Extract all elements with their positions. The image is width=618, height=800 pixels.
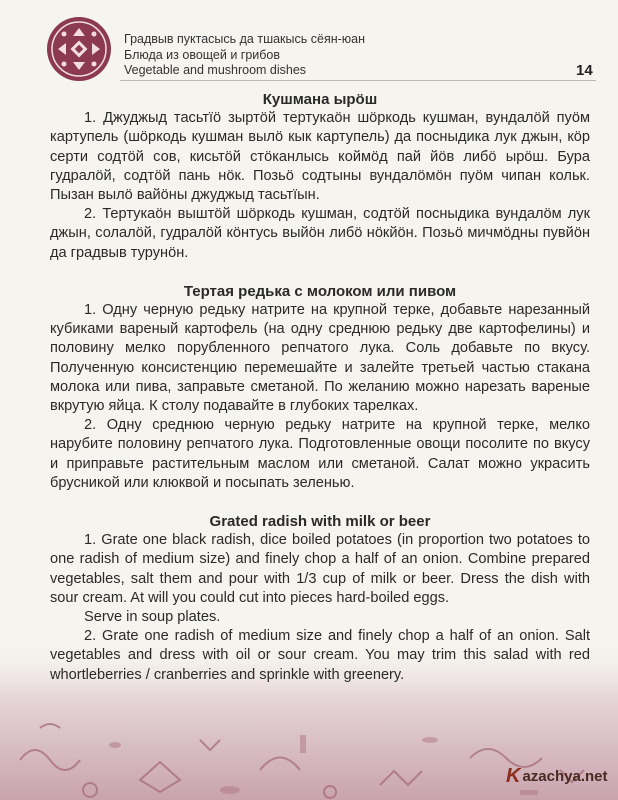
- section-title-english: Grated radish with milk or beer: [209, 513, 431, 531]
- komi-paragraph-2: 2. Тертукаӧн выштӧй шӧркодь кушман, содтӧй посныдика вундалӧм лук джын, солалӧй, гудралӧй кӧнтусь выйӧн либӧ нӧкйӧн. Позьӧ мичмӧдны пувйӧн да градвыв турунӧн.: [50, 206, 590, 261]
- komi-paragraph-1: 1. Джуджыд тасьтїӧ зыртӧй тертукаӧн шӧркодь кушман, вундалӧй пуӧм картупель (шӧркодь кушман вылӧ кык картупель) да посныдика лук джын, кӧр серти содтӧй сов, кисьтӧй стӧканлысь коймӧд пай йӧв либӧ ырӧш. Бура гудралӧй, содтӧй пань нӧк. Позьӧ содтыны вундалӧмӧн пуӧм чипан кольк. Пызан вылӧ вайӧны джуджыд тасьтїын.: [50, 110, 590, 204]
- header-komi-line: Градвыв пуктасысь да тшакысь сёян-юан: [124, 32, 366, 46]
- watermark-text: azachya.net: [522, 768, 608, 785]
- english-paragraph-1: 1. Grate one black radish, dice boiled potatoes (in proportion two potatoes to one radish of medium size) and finely chop a half of an onion. Combine prepared vegetables, salt them and pour with 1/3 cup of milk or beer. Dress the dish with sour cream. At will you could cut into pieces hard-boiled eggs.: [50, 532, 590, 606]
- section-title-komi: Кушмана ырӧш: [262, 91, 378, 108]
- recipe-content: [50, 90, 590, 685]
- ornament-emblem-icon: [46, 16, 112, 82]
- russian-paragraph-1: 1. Одну черную редьку натрите на крупной терке, добавьте нарезанный кубиками вареный картофель (на одну среднюю редьку две картофелины) и половину мелко порубленного репчатого лука. Соль добавьте по вкусу. Полученную консистенцию перемешайте и залейте третьей частью стакана молока или пива, заправьте сметаной. По желанию можно нарезать вареные вкрутую яйца. К столу подавайте в глубоких тарелках.: [50, 302, 590, 415]
- header-english-line: Vegetable and mushroom dishes: [124, 63, 307, 77]
- header-divider: [120, 80, 596, 81]
- section-title-russian: Тертая редька с молоком или пивом: [183, 282, 457, 300]
- watermark-logo-letter: K: [506, 765, 521, 787]
- running-header: [124, 32, 365, 79]
- english-paragraph-2: 2. Grate one radish of medium size and finely chop a half of an onion. Salt vegetables and dress with oil or sour cream. You may trim this salad with red whortleberries / cranberries and sprinkle with greenery.: [50, 628, 590, 683]
- page-number: 14: [576, 62, 593, 79]
- english-paragraph-serve: Serve in soup plates.: [84, 609, 221, 626]
- russian-paragraph-2: 2. Одну среднюю черную редьку натрите на крупной терке, мелко нарубите половину репчатого лука. Подготовленные овощи посолите по вкусу и приправьте растительным маслом или сметаной. Салат можно украсить брусникой или клюквой и посыпать зеленью.: [50, 417, 590, 491]
- header-russian-line: Блюда из овощей и грибов: [124, 47, 281, 62]
- site-watermark: [506, 765, 608, 788]
